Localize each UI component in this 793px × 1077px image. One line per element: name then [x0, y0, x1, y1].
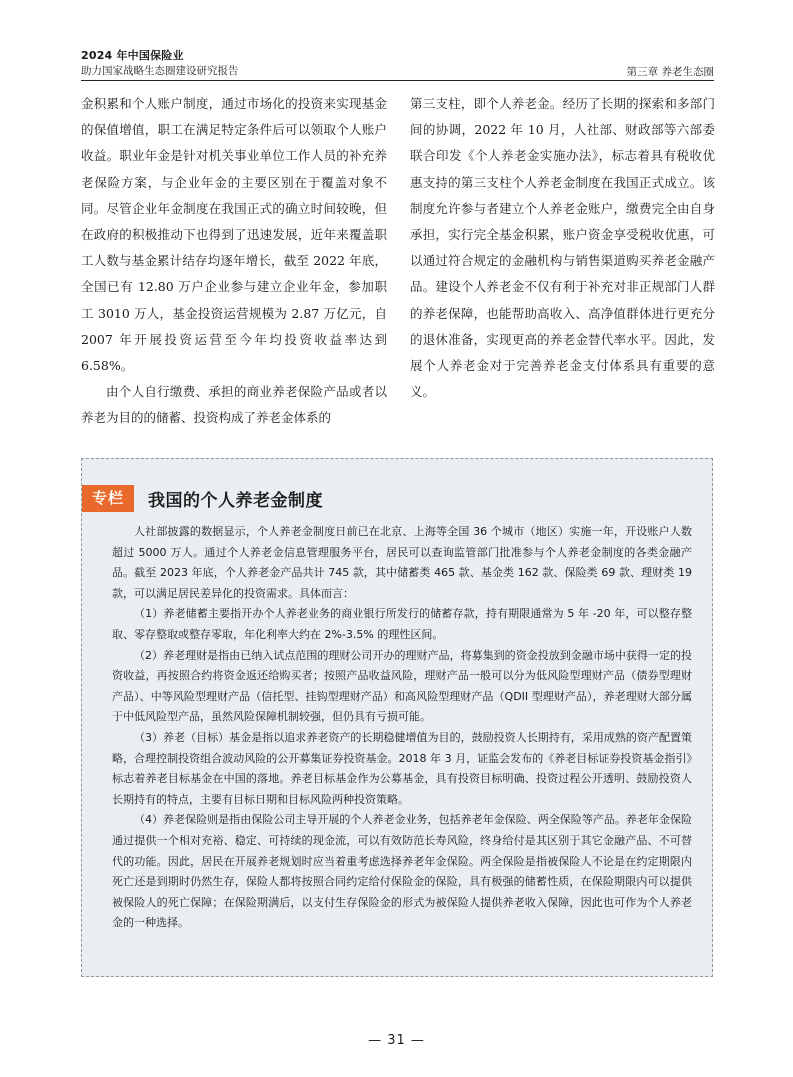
column-tag: 专栏	[82, 485, 134, 512]
left-paragraph-1: 金积累和个人账户制度，通过市场化的投资来实现基金的保值增值，职工在满足特定条件后可以领取个人账户收益。职业年金是针对机关事业单位工作人员的补充养老保险方案，与企业年金的主要区别在于覆盖对象不同。尽管企业年金制度在我国正式的确立时间较晚，但在政府的积极推动下也得到了迅速发展，近年来覆盖职工人数与基金累计结存均逐年增长，截至 2022 年底，全国已有 12.80 万户企业参与建立企业年金，参加职工 3010 万人，基金投资运营规模为 2.87 万亿元，自 2007 年开展投资运营至今年均投资收益率达到 6.58%。	[81, 96, 387, 374]
sidebar-paragraph: （4）养老保险则是指由保险公司主导开展的个人养老金业务，包括养老年金保险、两全保险等产品。养老年金保险通过提供一个相对充裕、稳定、可持续的现金流，可以有效防范长寿风险，终身给付是其区别于其它金融产品、不可替代的功能。因此，居民在开展养老规划时应当着重考虑选择养老年金保险。两全保险是指被保险人不论是在约定期限内死亡还是到期时仍然生存，保险人都将按照合同约定给付保险金的保险，具有极强的储蓄性质，在保险期限内可以提供被保险人的死亡保障；在保险期满后，以支付生存保险金的形式为被保险人提供养老收入保障，因此也可作为个人养老金的一种选择。	[112, 813, 692, 930]
report-subtitle: 助力国家战略生态圈建设研究报告	[81, 65, 239, 77]
right-paragraph: 第三支柱，即个人养老金。经历了长期的探索和多部门间的协调，2022 年 10 月，人社部、财政部等六部委联合印发《个人养老金实施办法》，标志着具有税收优惠支持的第三支柱个人养老金制度在我国正式成立。该制度允许参与者建立个人养老金账户，缴费完全由自身承担，实行完全基金积累，账户资金享受税收优惠，可以通过符合规定的金融机构与销售渠道购买养老金融产品。建设个人养老金不仅有利于补充对非正规部门人群的养老保障，也能帮助高收入、高净值群体进行更充分的退休准备，实现更高的养老金替代率水平。因此，发展个人养老金对于完善养老金支付体系具有重要的意义。	[410, 96, 715, 400]
page-header	[81, 49, 239, 78]
left-paragraph-2: 由个人自行缴费、承担的商业养老保险产品或者以养老为目的的储蓄、投资构成了养老金体系的	[81, 384, 387, 426]
right-column	[410, 91, 715, 405]
sidebar-title: 我国的个人养老金制度	[148, 491, 324, 511]
sidebar-paragraph: （1）养老储蓄主要指开办个人养老业务的商业银行所发行的储蓄存款，持有期限通常为 5 年 -20 年，可以整存整取、零存整取或整存零取，年化利率大约在 2%-3.5% 的理性区间。	[112, 607, 692, 641]
sidebar-body	[112, 522, 692, 934]
left-column	[81, 91, 387, 432]
sidebar-box	[81, 458, 713, 977]
sidebar-paragraph: （3）养老（目标）基金是指以追求养老资产的长期稳健增值为目的，鼓励投资人长期持有，采用成熟的资产配置策略，合理控制投资组合波动风险的公开募集证券投资基金。2018 年 3 月，证监会发布的《养老目标证券投资基金指引》标志着养老目标基金在中国的落地。养老目标基金作为公募基金，具有投资目标明确、投资过程公开透明、鼓励投资人长期持有的特点，主要有目标日期和目标风险两种投资策略。	[112, 730, 692, 806]
header-divider	[81, 80, 714, 81]
sidebar-heading	[82, 485, 323, 512]
sidebar-paragraph: 人社部披露的数据显示，个人养老金制度日前已在北京、上海等全国 36 个城市（地区）实施一年，开设账户人数超过 5000 万人。通过个人养老金信息管理服务平台，居民可以查询监管部门批准参与个人养老金制度的各类金融产品。截至 2023 年底，个人养老金产品共计 745 款，其中储蓄类 465 款、基金类 162 款、保险类 69 款、理财类 19 款，可以满足居民差异化的投资需求。具体而言：	[112, 525, 692, 600]
report-year-title: 2024 年中国保险业	[81, 49, 184, 62]
page-number: — 31 —	[368, 1033, 425, 1048]
chapter-label: 第三章 养老生态圈	[626, 66, 714, 78]
sidebar-paragraph: （2）养老理财是指由已纳入试点范围的理财公司开办的理财产品，将募集到的资金投放到金融市场中获得一定的投资收益，再按照合约将资金返还给购买者；按照产品收益风险，理财产品一般可以分为低风险型理财产品（债券型理财产品）、中等风险型理财产品（信托型、挂钩型理财产品）和高风险型理财产品（QDII 型理财产品），养老理财大部分属于中低风险型产品，虽然风险保障机制较强，但仍具有亏损可能。	[112, 648, 692, 724]
